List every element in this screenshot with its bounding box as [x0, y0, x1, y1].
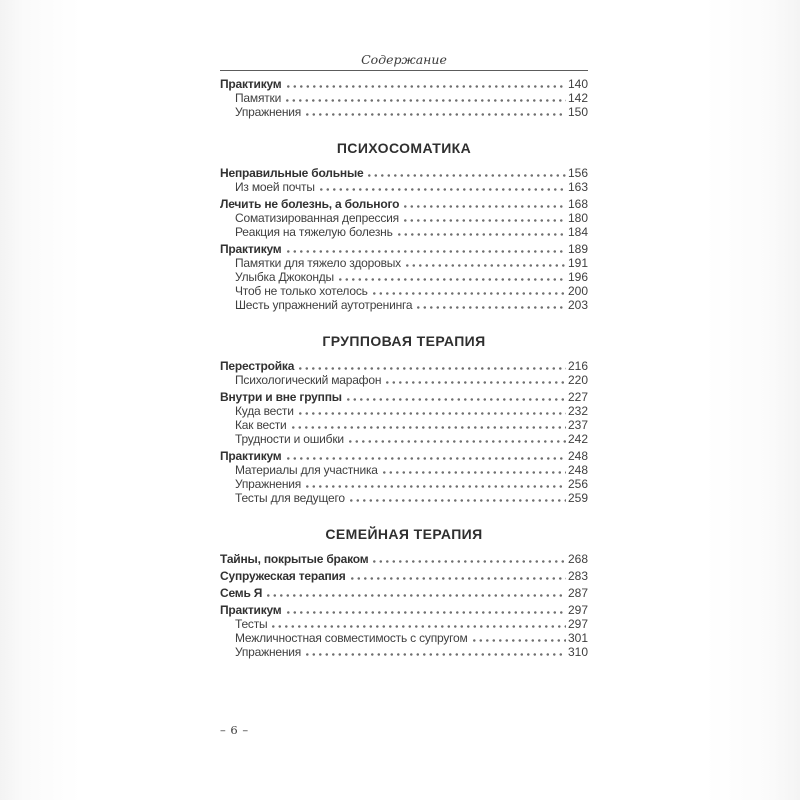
- toc-entry-page: 163: [567, 180, 588, 194]
- section-heading: СЕМЕЙНАЯ ТЕРАПИЯ: [325, 526, 483, 542]
- dot-leader: [373, 292, 566, 295]
- toc-entry: [220, 197, 588, 211]
- toc-entry: [220, 463, 588, 477]
- toc-entry-label: Упражнения: [235, 105, 302, 119]
- dot-leader: [404, 205, 566, 208]
- toc-entry-label: Шесть упражнений аутотренинга: [235, 298, 413, 312]
- toc-entry-label: Психологический марафон: [235, 373, 382, 387]
- toc-entry-page: 184: [567, 225, 588, 239]
- toc-entry-label: Материалы для участника: [235, 463, 378, 477]
- toc-entry: [220, 359, 588, 373]
- toc-entry-label: Тайны, покрытые браком: [220, 552, 369, 566]
- toc-entry: [220, 477, 588, 491]
- dot-leader: [320, 188, 566, 191]
- toc-entry: [220, 180, 588, 194]
- dot-leader: [386, 381, 566, 384]
- toc-entry-label: Чтоб не только хотелось: [235, 284, 368, 298]
- toc: [220, 77, 588, 659]
- toc-entry-label: Из моей почты: [235, 180, 315, 194]
- toc-entry-page: 200: [567, 284, 588, 298]
- toc-entry-label: Семь Я: [220, 586, 263, 600]
- toc-entry-label: Как вести: [235, 418, 287, 432]
- toc-entry-label: Практикум: [220, 449, 282, 463]
- dot-leader: [287, 611, 566, 614]
- toc-entry: [220, 284, 588, 298]
- toc-entry-label: Супружеская терапия: [220, 569, 346, 583]
- toc-entry: [220, 298, 588, 312]
- toc-entry: [220, 631, 588, 645]
- toc-entry-label: Улыбка Джоконды: [235, 270, 334, 284]
- toc-entry: [220, 91, 588, 105]
- toc-entry-label: Неправильные больные: [220, 166, 364, 180]
- toc-entry-label: Лечить не болезнь, а больного: [220, 197, 400, 211]
- toc-entry: [220, 491, 588, 505]
- toc-entry-page: 142: [567, 91, 588, 105]
- toc-entry-page: 287: [567, 586, 588, 600]
- dot-leader: [417, 306, 566, 309]
- toc-entry-page: 237: [567, 418, 588, 432]
- dot-leader: [272, 625, 566, 628]
- toc-entry: [220, 603, 588, 617]
- toc-entry-page: 248: [567, 449, 588, 463]
- toc-entry-label: Практикум: [220, 242, 282, 256]
- dot-leader: [292, 426, 566, 429]
- toc-entry-page: 216: [567, 359, 588, 373]
- toc-entry-page: 256: [567, 477, 588, 491]
- toc-entry-page: 227: [567, 390, 588, 404]
- dot-leader: [398, 233, 566, 236]
- toc-entry: [220, 270, 588, 284]
- toc-entry: [220, 617, 588, 631]
- toc-entry: [220, 242, 588, 256]
- toc-entry-page: 168: [567, 197, 588, 211]
- toc-entry-page: 248: [567, 463, 588, 477]
- toc-entry: [220, 432, 588, 446]
- section-heading: ПСИХОСОМАТИКА: [336, 140, 472, 156]
- toc-entry-label: Соматизированная депрессия: [235, 211, 399, 225]
- toc-entry-page: 189: [567, 242, 588, 256]
- page-number-footer: – 6 –: [220, 723, 249, 737]
- dot-leader: [347, 398, 566, 401]
- toc-entry-page: 191: [567, 256, 588, 270]
- toc-entry-page: 220: [567, 373, 588, 387]
- toc-entry-page: 203: [567, 298, 588, 312]
- toc-entry-label: Упражнения: [235, 645, 302, 659]
- toc-entry-page: 180: [567, 211, 588, 225]
- toc-entry-page: 242: [567, 432, 588, 446]
- toc-entry-label: Тесты для ведущего: [235, 491, 345, 505]
- dot-leader: [368, 174, 566, 177]
- toc-entry-label: Упражнения: [235, 477, 302, 491]
- dot-leader: [299, 367, 566, 370]
- toc-entry: [220, 77, 588, 91]
- toc-entry-label: Межличностная совместимость с супругом: [235, 631, 468, 645]
- toc-entry-page: 297: [567, 617, 588, 631]
- toc-entry: [220, 390, 588, 404]
- dot-leader: [286, 99, 566, 102]
- toc-entry: [220, 211, 588, 225]
- toc-entry: [220, 373, 588, 387]
- dot-leader: [306, 113, 566, 116]
- header-rule: [220, 70, 588, 71]
- page-title: Содержание: [361, 52, 447, 67]
- toc-entry-page: 140: [567, 77, 588, 91]
- dot-leader: [383, 471, 566, 474]
- toc-entry: [220, 404, 588, 418]
- dot-leader: [306, 653, 566, 656]
- dot-leader: [287, 85, 566, 88]
- dot-leader: [287, 250, 566, 253]
- dot-leader: [473, 639, 566, 642]
- toc-entry-label: Памятки: [235, 91, 282, 105]
- dot-leader: [351, 577, 566, 580]
- toc-entry: [220, 256, 588, 270]
- toc-entry-label: Практикум: [220, 77, 282, 91]
- dot-leader: [404, 219, 566, 222]
- toc-entry: [220, 645, 588, 659]
- toc-entry-page: 283: [567, 569, 588, 583]
- toc-entry-page: 310: [567, 645, 588, 659]
- dot-leader: [350, 499, 566, 502]
- toc-entry: [220, 552, 588, 566]
- toc-entry-page: 268: [567, 552, 588, 566]
- toc-entry-label: Куда вести: [235, 404, 294, 418]
- toc-entry-page: 259: [567, 491, 588, 505]
- toc-entry: [220, 449, 588, 463]
- toc-content: [220, 53, 588, 659]
- toc-entry-page: 156: [567, 166, 588, 180]
- dot-leader: [267, 594, 566, 597]
- toc-entry-label: Тесты: [235, 617, 268, 631]
- section-heading: ГРУППОВАЯ ТЕРАПИЯ: [322, 333, 486, 349]
- toc-entry: [220, 569, 588, 583]
- dot-leader: [306, 485, 566, 488]
- toc-entry-label: Реакция на тяжелую болезнь: [235, 225, 393, 239]
- toc-entry-label: Внутри и вне группы: [220, 390, 342, 404]
- toc-entry-label: Практикум: [220, 603, 282, 617]
- dot-leader: [406, 264, 566, 267]
- toc-entry-label: Перестройка: [220, 359, 295, 373]
- toc-entry-page: 297: [567, 603, 588, 617]
- toc-entry-label: Памятки для тяжело здоровых: [235, 256, 401, 270]
- toc-entry: [220, 586, 588, 600]
- toc-entry-page: 196: [567, 270, 588, 284]
- dot-leader: [287, 457, 566, 460]
- toc-entry-page: 301: [567, 631, 588, 645]
- dot-leader: [373, 560, 566, 563]
- toc-entry: [220, 225, 588, 239]
- toc-entry-page: 232: [567, 404, 588, 418]
- toc-entry: [220, 418, 588, 432]
- toc-entry: [220, 105, 588, 119]
- toc-entry: [220, 166, 588, 180]
- dot-leader: [299, 412, 566, 415]
- toc-entry-page: 150: [567, 105, 588, 119]
- dot-leader: [349, 440, 566, 443]
- toc-entry-label: Трудности и ошибки: [235, 432, 344, 446]
- dot-leader: [339, 278, 566, 281]
